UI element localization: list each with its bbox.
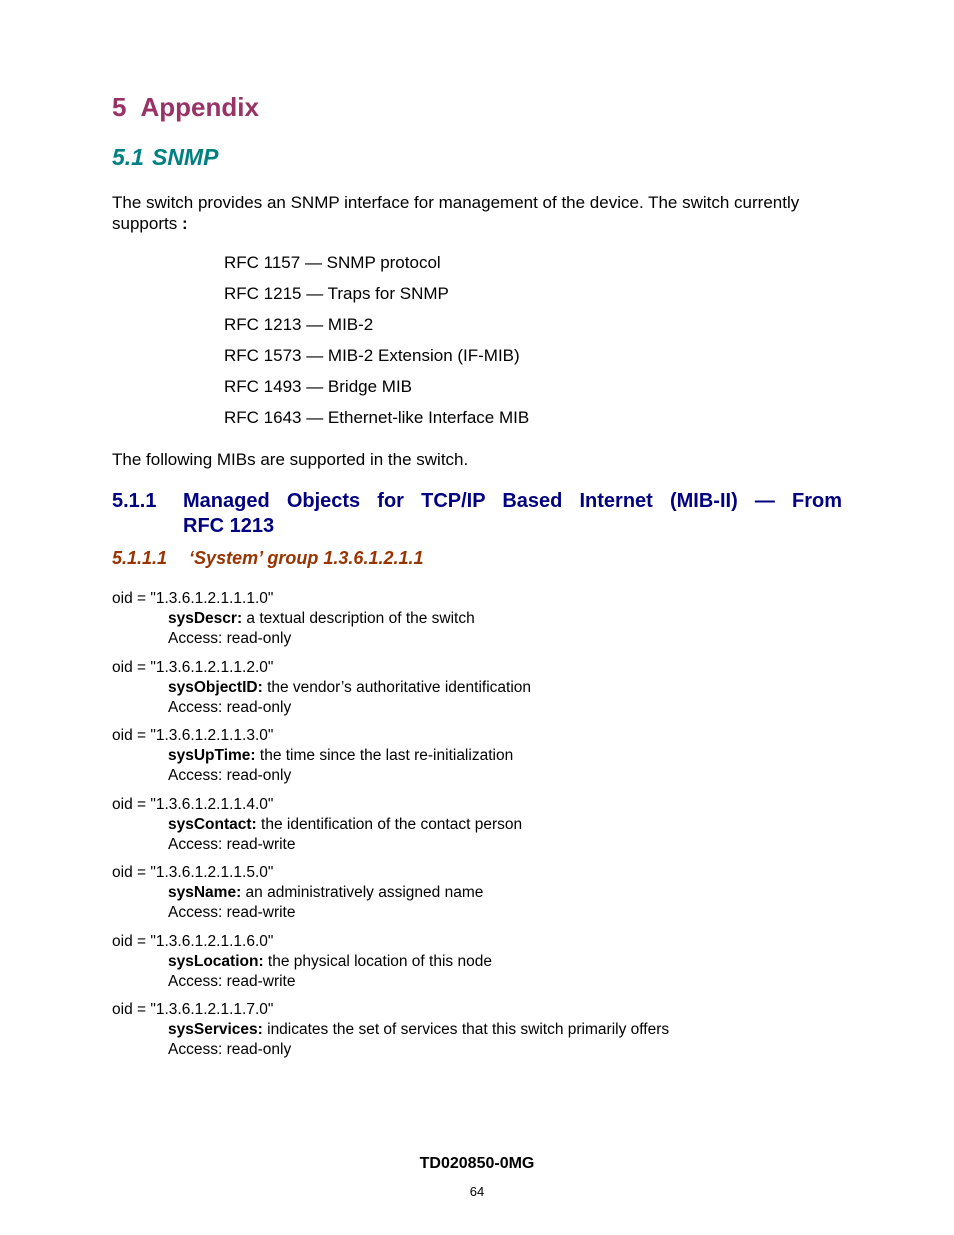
intro-colon: : bbox=[181, 214, 188, 233]
oid-value: oid = "1.3.6.1.2.1.1.5.0" bbox=[112, 864, 274, 881]
oid-description bbox=[168, 746, 669, 766]
object-name: sysDescr: bbox=[168, 610, 243, 627]
object-name: sysLocation: bbox=[168, 952, 264, 970]
group-title: ‘System’ group 1.3.6.1.2.1.1 bbox=[189, 548, 424, 568]
oid-description bbox=[168, 1020, 669, 1040]
oid-value: oid = "1.3.6.1.2.1.1.2.0" bbox=[112, 658, 274, 676]
oid-description bbox=[168, 609, 669, 629]
oid-value: oid = "1.3.6.1.2.1.1.4.0" bbox=[112, 795, 274, 813]
object-desc: the vendor’s authoritative identification bbox=[262, 678, 532, 696]
group-heading bbox=[112, 548, 424, 569]
oid-access: Access: read-only bbox=[168, 1041, 292, 1058]
rfc-item: RFC 1215 — Traps for SNMP bbox=[224, 284, 449, 303]
chapter-title: Appendix bbox=[140, 92, 259, 122]
oid-entry bbox=[112, 795, 669, 864]
oid-entry bbox=[112, 932, 669, 1001]
group-number: 5.1.1.1 bbox=[112, 548, 168, 568]
object-name: sysServices: bbox=[168, 1021, 263, 1038]
object-desc: the physical location of this node bbox=[263, 952, 492, 970]
object-name: sysUpTime: bbox=[168, 747, 256, 764]
intro-text: The switch provides an SNMP interface for management of the device. The switch currently supports bbox=[112, 193, 800, 233]
rfc-list bbox=[224, 252, 529, 438]
rfc-item: RFC 1493 — Bridge MIB bbox=[224, 377, 413, 396]
oid-value: oid = "1.3.6.1.2.1.1.7.0" bbox=[112, 1001, 274, 1018]
subsection-number: 5.1.1 bbox=[112, 490, 157, 512]
oid-entry bbox=[112, 589, 669, 658]
object-name: sysName: bbox=[168, 884, 242, 901]
oid-description bbox=[168, 883, 669, 903]
oid-description bbox=[168, 815, 669, 835]
mibs-paragraph: The following MIBs are supported in the switch. bbox=[112, 450, 469, 469]
subsection-heading bbox=[112, 489, 842, 539]
subsection-title-line1: Managed Objects for TCP/IP Based Internet (MIB-II) — From bbox=[183, 490, 842, 512]
rfc-item: RFC 1157 — SNMP protocol bbox=[224, 253, 441, 272]
oid-access: Access: read-only bbox=[168, 698, 292, 716]
subsection-title bbox=[183, 489, 842, 539]
oid-list bbox=[112, 589, 669, 1069]
oid-description bbox=[168, 678, 669, 698]
section-number: 5.1 bbox=[112, 144, 144, 170]
object-desc: a textual description of the switch bbox=[242, 610, 475, 627]
oid-entry bbox=[112, 1000, 669, 1069]
oid-entry bbox=[112, 726, 669, 795]
section-title: SNMP bbox=[151, 144, 219, 170]
oid-access: Access: read-write bbox=[168, 835, 296, 853]
oid-entry bbox=[112, 658, 669, 727]
section-heading bbox=[112, 144, 218, 171]
object-desc: indicates the set of services that this switch primarily offers bbox=[262, 1021, 670, 1038]
oid-entry bbox=[112, 863, 669, 932]
rfc-item: RFC 1213 — MIB-2 bbox=[224, 315, 374, 334]
chapter-heading bbox=[112, 92, 259, 123]
object-desc: an administratively assigned name bbox=[241, 884, 484, 901]
oid-access: Access: read-write bbox=[168, 972, 296, 990]
chapter-number: 5 bbox=[112, 92, 127, 122]
object-name: sysObjectID: bbox=[168, 678, 263, 696]
oid-access: Access: read-only bbox=[168, 767, 292, 784]
oid-description bbox=[168, 952, 669, 972]
oid-value: oid = "1.3.6.1.2.1.1.1.0" bbox=[112, 590, 274, 607]
rfc-item: RFC 1643 — Ethernet-like Interface MIB bbox=[224, 408, 530, 427]
footer-page-number: 64 bbox=[469, 1184, 485, 1199]
object-desc: the time since the last re-initialization bbox=[255, 747, 514, 764]
rfc-item: RFC 1573 — MIB-2 Extension (IF-MIB) bbox=[224, 346, 520, 365]
oid-access: Access: read-write bbox=[168, 904, 296, 921]
intro-paragraph bbox=[112, 192, 842, 234]
oid-access: Access: read-only bbox=[168, 630, 292, 647]
object-name: sysContact: bbox=[168, 815, 257, 833]
object-desc: the identification of the contact person bbox=[256, 815, 523, 833]
subsection-title-line2: RFC 1213 bbox=[183, 515, 275, 537]
oid-value: oid = "1.3.6.1.2.1.1.6.0" bbox=[112, 932, 274, 950]
footer-document-id: TD020850-0MG bbox=[419, 1155, 535, 1172]
oid-value: oid = "1.3.6.1.2.1.1.3.0" bbox=[112, 727, 274, 744]
